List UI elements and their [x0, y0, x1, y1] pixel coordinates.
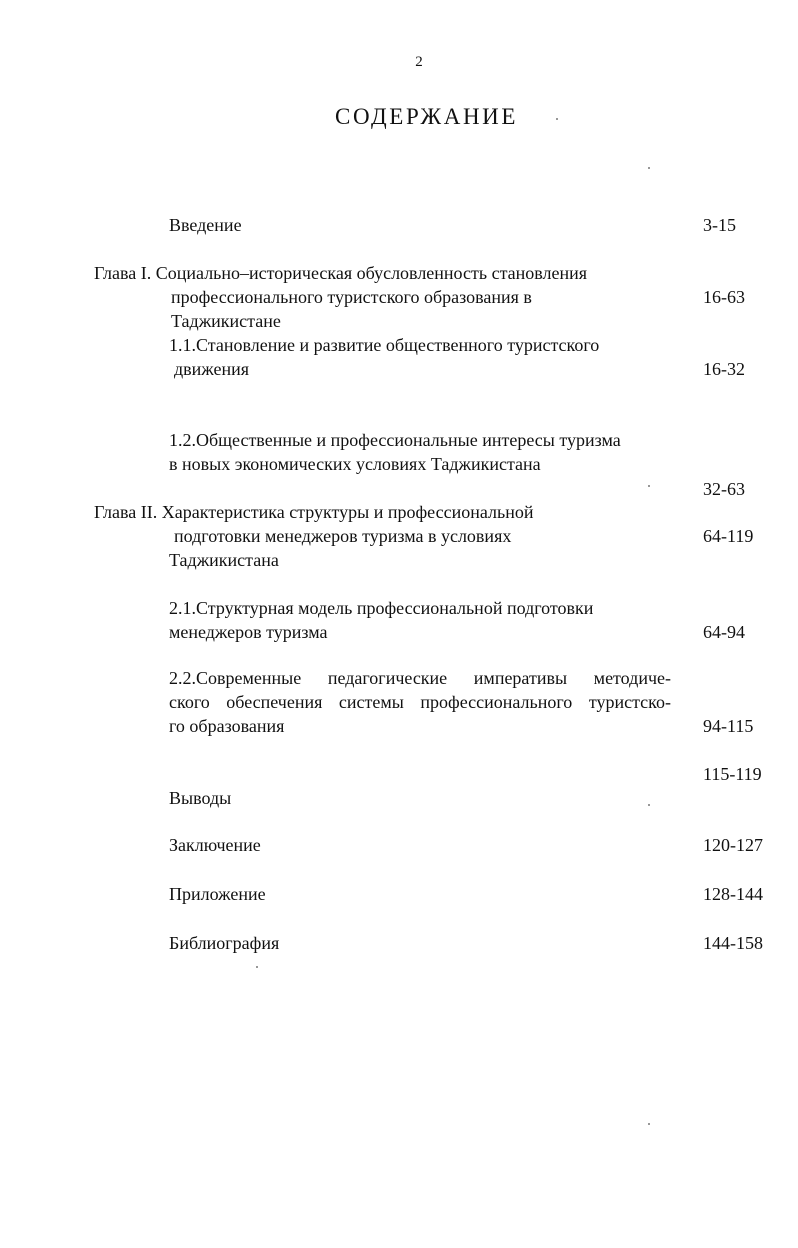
toc-conclusions-pages: 115-119	[703, 764, 762, 784]
toc-bibliography-label: Библиография	[169, 933, 280, 953]
toc-section-2-2-line3: го образования	[169, 716, 285, 736]
page-number: 2	[415, 54, 423, 70]
toc-bibliography-pages: 144-158	[703, 933, 763, 953]
toc-section-2-2-line1: 2.2.Современные педагогические императивы методиче-	[169, 668, 671, 688]
toc-chapter2-pages: 64-119	[703, 526, 754, 546]
toc-section-2-2-line2: ского обеспечения системы профессионального туристско-	[169, 692, 671, 712]
toc-section-1-1-line1: 1.1.Становление и развитие общественного туристского	[169, 335, 600, 355]
toc-appendix-pages: 128-144	[703, 884, 763, 904]
toc-intro-label: Введение	[169, 215, 242, 235]
toc-chapter2-line1: Глава II. Характеристика структуры и профессиональной	[94, 502, 534, 522]
toc-conclusions-label: Выводы	[169, 788, 232, 808]
toc-chapter1-pages: 16-63	[703, 287, 745, 307]
scan-speck	[648, 167, 650, 169]
toc-section-1-2-line2: в новых экономических условиях Таджикистана	[169, 454, 541, 474]
toc-section-2-1-pages: 64-94	[703, 622, 745, 642]
toc-section-1-1-line2: движения	[174, 359, 250, 379]
toc-section-2-2-pages: 94-115	[703, 716, 754, 736]
toc-chapter2-line3: Таджикистана	[169, 550, 279, 570]
toc-intro-pages: 3-15	[703, 215, 736, 235]
toc-section-2-1-line1: 2.1.Структурная модель профессиональной подготовки	[169, 598, 594, 618]
page-title: СОДЕРЖАНИЕ	[335, 104, 519, 129]
toc-section-1-2-line1: 1.2.Общественные и профессиональные интересы туризма	[169, 430, 621, 450]
toc-chapter1-line1: Глава I. Социально–историческая обусловленность становления	[94, 263, 588, 283]
toc-section-1-1-pages: 16-32	[703, 359, 745, 379]
toc-section-2-1-line2: менеджеров туризма	[169, 622, 328, 642]
toc-chapter1-line2: профессионального туристского образования в	[171, 287, 532, 307]
toc-appendix-label: Приложение	[169, 884, 266, 904]
scan-speck	[256, 966, 258, 968]
toc-section-1-2-pages: 32-63	[703, 479, 745, 499]
toc-chapter1-line3: Таджикистане	[171, 311, 281, 331]
scan-speck	[648, 804, 650, 806]
scan-speck	[556, 118, 558, 120]
toc-chapter2-line2: подготовки менеджеров туризма в условиях	[174, 526, 512, 546]
toc-conclusion-pages: 120-127	[703, 835, 763, 855]
scan-speck	[648, 485, 650, 487]
toc-conclusion-label: Заключение	[169, 835, 261, 855]
scan-speck	[648, 1123, 650, 1125]
